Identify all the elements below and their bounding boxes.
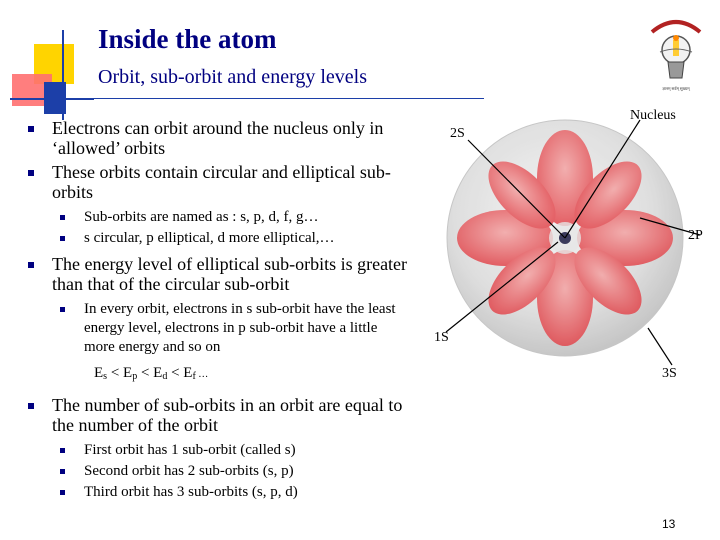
energy-symbol: < E: [167, 365, 193, 381]
bullet-text: The number of sub-orbits in an orbit are equal to the number of the orbit: [52, 395, 403, 435]
sub-bullet-item: [28, 229, 428, 248]
slide-title: Inside the atom: [98, 24, 277, 54]
energy-subscript: p: [132, 371, 138, 382]
corner-vertical-line: [62, 30, 64, 120]
energy-symbol: E: [94, 365, 104, 381]
bullet-list: [28, 118, 428, 504]
sub-bullet-text: Sub-orbits are named as : s, p, d, f, g…: [84, 209, 319, 225]
sub-bullet-item: [28, 462, 428, 481]
label-nucleus: Nucleus: [630, 108, 676, 123]
sub-bullet-text: s circular, p elliptical, d more elliptical,…: [84, 230, 335, 246]
sub-bullet-text: First orbit has 1 sub-orbit (called s): [84, 442, 296, 458]
page-number: 13: [662, 517, 676, 531]
title-underline: [64, 98, 484, 99]
sub-bullet-item: [28, 300, 428, 357]
energy-subscript: d: [162, 371, 168, 382]
energy-symbol: < E: [137, 365, 163, 381]
pointer-3s: [648, 328, 672, 365]
energy-ellipsis: …: [195, 369, 209, 380]
energy-subscript: s: [103, 371, 108, 382]
bullet-item: [28, 254, 428, 294]
logo-caption: ज्ञानम् सर्वम् सुख्यम्: [662, 86, 690, 91]
label-2p: 2P: [688, 228, 703, 243]
sub-bullet-text: In every orbit, electrons in s sub-orbit have the least energy level, electrons in p sub-orbit have a little more energy and so on: [84, 301, 396, 355]
bullet-item: [28, 162, 428, 202]
bullet-text: The energy level of elliptical sub-orbits is greater than that of the circular sub-orbit: [52, 254, 408, 294]
energy-subscript: f: [192, 371, 196, 382]
label-2s: 2S: [450, 126, 465, 141]
sub-bullet-text: Second orbit has 2 sub-orbits (s, p): [84, 463, 294, 479]
label-3s: 3S: [662, 366, 677, 381]
sub-bullet-item: [28, 441, 428, 460]
label-1s: 1S: [434, 330, 449, 345]
sub-bullet-text: Third orbit has 3 sub-orbits (s, p, d): [84, 484, 298, 500]
institute-logo: [646, 10, 706, 90]
energy-inequality: [28, 363, 428, 387]
bullet-text: These orbits contain circular and elliptical sub-orbits: [52, 162, 391, 202]
sub-bullet-item: [28, 208, 428, 227]
energy-symbol: < E: [107, 365, 133, 381]
sub-bullet-item: [28, 483, 428, 502]
bullet-item: [28, 395, 428, 435]
bullet-item: [28, 118, 428, 158]
atom-orbital-diagram: [410, 100, 720, 430]
bullet-text: Electrons can orbit around the nucleus only in ‘allowed’ orbits: [52, 118, 384, 158]
slide-subtitle: Orbit, sub-orbit and energy levels: [98, 66, 368, 88]
